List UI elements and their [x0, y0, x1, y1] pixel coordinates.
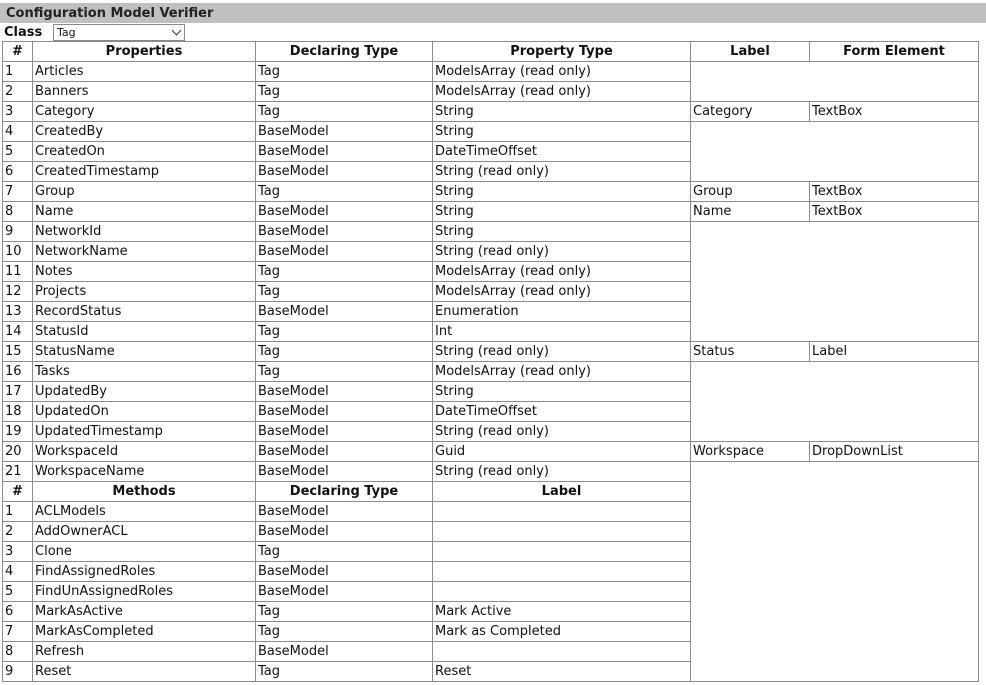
- property-declaring-type: Tag: [255, 361, 433, 382]
- property-type: String: [432, 201, 691, 222]
- property-row-num: 13: [2, 301, 33, 322]
- property-name: StatusName: [32, 341, 256, 362]
- method-label: [432, 521, 691, 542]
- method-declaring-type: BaseModel: [255, 521, 433, 542]
- property-type: String (read only): [432, 241, 691, 262]
- method-declaring-type: BaseModel: [255, 501, 433, 522]
- empty-label-block: [690, 221, 979, 342]
- property-row-num: 20: [2, 441, 33, 462]
- method-name: FindUnAssignedRoles: [32, 581, 256, 602]
- property-type: ModelsArray (read only): [432, 281, 691, 302]
- method-label: [432, 581, 691, 602]
- method-row-num: 7: [2, 621, 33, 642]
- method-label: [432, 541, 691, 562]
- property-name: Tasks: [32, 361, 256, 382]
- empty-label-block: [690, 461, 979, 682]
- property-type: Guid: [432, 441, 691, 462]
- method-row-num: 8: [2, 641, 33, 662]
- header-methods: Methods: [32, 481, 256, 502]
- property-declaring-type: Tag: [255, 261, 433, 282]
- property-name: Category: [32, 101, 256, 122]
- method-label: Reset: [432, 661, 691, 682]
- property-label: Group: [690, 181, 810, 202]
- property-form-element: TextBox: [809, 181, 979, 202]
- property-type: DateTimeOffset: [432, 401, 691, 422]
- property-row-num: 12: [2, 281, 33, 302]
- property-type: String (read only): [432, 341, 691, 362]
- header-num: #: [2, 41, 33, 62]
- property-declaring-type: Tag: [255, 321, 433, 342]
- method-name: FindAssignedRoles: [32, 561, 256, 582]
- methods-header-num: #: [2, 481, 33, 502]
- property-type: String (read only): [432, 161, 691, 182]
- property-declaring-type: BaseModel: [255, 121, 433, 142]
- method-name: MarkAsCompleted: [32, 621, 256, 642]
- method-row-num: 4: [2, 561, 33, 582]
- method-declaring-type: Tag: [255, 621, 433, 642]
- methods-header-label: Label: [432, 481, 691, 502]
- property-row-num: 19: [2, 421, 33, 442]
- property-row-num: 2: [2, 81, 33, 102]
- property-declaring-type: BaseModel: [255, 301, 433, 322]
- property-type: ModelsArray (read only): [432, 61, 691, 82]
- method-declaring-type: BaseModel: [255, 641, 433, 662]
- header-properties: Properties: [32, 41, 256, 62]
- method-row-num: 3: [2, 541, 33, 562]
- property-name: WorkspaceId: [32, 441, 256, 462]
- method-name: Reset: [32, 661, 256, 682]
- property-row-num: 21: [2, 461, 33, 482]
- property-type: Int: [432, 321, 691, 342]
- property-row-num: 5: [2, 141, 33, 162]
- header-form-element: Form Element: [809, 41, 979, 62]
- property-declaring-type: Tag: [255, 181, 433, 202]
- property-name: Group: [32, 181, 256, 202]
- property-declaring-type: Tag: [255, 281, 433, 302]
- method-row-num: 6: [2, 601, 33, 622]
- property-name: Name: [32, 201, 256, 222]
- method-label: [432, 641, 691, 662]
- empty-label-block: [690, 61, 979, 102]
- method-label: Mark as Completed: [432, 621, 691, 642]
- method-name: ACLModels: [32, 501, 256, 522]
- property-label: Status: [690, 341, 810, 362]
- page-title: Configuration Model Verifier: [6, 6, 214, 21]
- property-form-element: Label: [809, 341, 979, 362]
- property-declaring-type: BaseModel: [255, 161, 433, 182]
- method-declaring-type: BaseModel: [255, 561, 433, 582]
- property-name: CreatedBy: [32, 121, 256, 142]
- property-name: Projects: [32, 281, 256, 302]
- property-row-num: 17: [2, 381, 33, 402]
- property-name: UpdatedOn: [32, 401, 256, 422]
- property-row-num: 18: [2, 401, 33, 422]
- property-row-num: 7: [2, 181, 33, 202]
- property-name: NetworkId: [32, 221, 256, 242]
- property-row-num: 14: [2, 321, 33, 342]
- property-declaring-type: BaseModel: [255, 381, 433, 402]
- chevron-down-icon: [172, 26, 182, 36]
- property-row-num: 1: [2, 61, 33, 82]
- method-declaring-type: Tag: [255, 661, 433, 682]
- property-type: ModelsArray (read only): [432, 81, 691, 102]
- method-name: Clone: [32, 541, 256, 562]
- empty-label-block: [690, 361, 979, 442]
- header-label: Label: [690, 41, 810, 62]
- property-declaring-type: BaseModel: [255, 201, 433, 222]
- property-name: RecordStatus: [32, 301, 256, 322]
- property-name: StatusId: [32, 321, 256, 342]
- method-label: [432, 501, 691, 522]
- property-row-num: 11: [2, 261, 33, 282]
- method-declaring-type: BaseModel: [255, 581, 433, 602]
- property-row-num: 10: [2, 241, 33, 262]
- property-declaring-type: BaseModel: [255, 421, 433, 442]
- property-type: String (read only): [432, 421, 691, 442]
- property-row-num: 8: [2, 201, 33, 222]
- property-row-num: 16: [2, 361, 33, 382]
- property-type: String: [432, 121, 691, 142]
- method-row-num: 9: [2, 661, 33, 682]
- property-row-num: 3: [2, 101, 33, 122]
- method-name: MarkAsActive: [32, 601, 256, 622]
- property-name: Banners: [32, 81, 256, 102]
- property-declaring-type: BaseModel: [255, 241, 433, 262]
- method-row-num: 1: [2, 501, 33, 522]
- property-type: ModelsArray (read only): [432, 361, 691, 382]
- method-label: Mark Active: [432, 601, 691, 622]
- property-declaring-type: Tag: [255, 61, 433, 82]
- property-type: DateTimeOffset: [432, 141, 691, 162]
- property-type: String: [432, 101, 691, 122]
- property-label: Category: [690, 101, 810, 122]
- property-name: UpdatedBy: [32, 381, 256, 402]
- property-row-num: 15: [2, 341, 33, 362]
- empty-label-block: [690, 121, 979, 182]
- property-form-element: TextBox: [809, 201, 979, 222]
- property-name: CreatedOn: [32, 141, 256, 162]
- verifier-table: [3, 42, 979, 684]
- property-declaring-type: BaseModel: [255, 221, 433, 242]
- class-select[interactable]: [53, 24, 185, 41]
- property-name: WorkspaceName: [32, 461, 256, 482]
- property-declaring-type: BaseModel: [255, 441, 433, 462]
- header-property-type: Property Type: [432, 41, 691, 62]
- title-bar: [0, 3, 986, 23]
- method-declaring-type: Tag: [255, 601, 433, 622]
- property-row-num: 9: [2, 221, 33, 242]
- property-row-num: 6: [2, 161, 33, 182]
- property-declaring-type: Tag: [255, 81, 433, 102]
- property-declaring-type: Tag: [255, 101, 433, 122]
- header-declaring-type: Declaring Type: [255, 41, 433, 62]
- property-form-element: DropDownList: [809, 441, 979, 462]
- methods-header-declaring-type: Declaring Type: [255, 481, 433, 502]
- property-label: Name: [690, 201, 810, 222]
- property-name: UpdatedTimestamp: [32, 421, 256, 442]
- property-type: String: [432, 221, 691, 242]
- property-declaring-type: BaseModel: [255, 461, 433, 482]
- class-label: Class: [4, 25, 43, 40]
- property-type: String: [432, 181, 691, 202]
- property-type: Enumeration: [432, 301, 691, 322]
- property-declaring-type: Tag: [255, 341, 433, 362]
- method-row-num: 2: [2, 521, 33, 542]
- property-name: NetworkName: [32, 241, 256, 262]
- method-name: Refresh: [32, 641, 256, 662]
- property-declaring-type: BaseModel: [255, 141, 433, 162]
- property-name: Notes: [32, 261, 256, 282]
- property-name: Articles: [32, 61, 256, 82]
- property-name: CreatedTimestamp: [32, 161, 256, 182]
- method-declaring-type: Tag: [255, 541, 433, 562]
- method-label: [432, 561, 691, 582]
- property-type: String (read only): [432, 461, 691, 482]
- property-row-num: 4: [2, 121, 33, 142]
- property-form-element: TextBox: [809, 101, 979, 122]
- class-select-value: Tag: [57, 26, 76, 39]
- property-type: String: [432, 381, 691, 402]
- property-declaring-type: BaseModel: [255, 401, 433, 422]
- property-label: Workspace: [690, 441, 810, 462]
- method-name: AddOwnerACL: [32, 521, 256, 542]
- property-type: ModelsArray (read only): [432, 261, 691, 282]
- method-row-num: 5: [2, 581, 33, 602]
